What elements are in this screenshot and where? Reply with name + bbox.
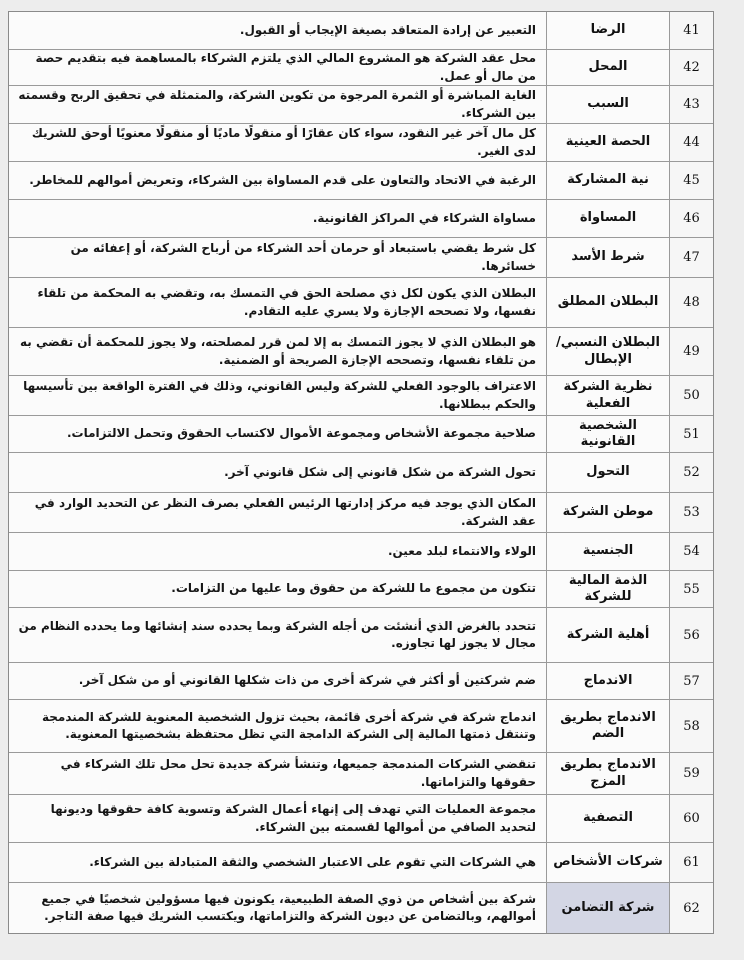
- row-number: 48: [669, 278, 713, 327]
- table-row: [9, 162, 713, 200]
- definition-cell: هو البطلان الذي لا يجوز التمسك به إلا لمن قرر لمصلحته، ولا يجوز للمحكمة أن تقضي به من تلقاء نفسها، وتصححه الإجازة الصريحة أو الضمنية.: [9, 328, 546, 375]
- row-number: 53: [669, 493, 713, 532]
- term-cell: السبب: [546, 86, 669, 123]
- definition-cell: محل عقد الشركة هو المشروع المالي الذي يلتزم الشركاء بالمساهمة فيه بتقديم حصة من مال أو عمل.: [9, 50, 546, 85]
- row-number: 62: [669, 883, 713, 933]
- table-row: [9, 753, 713, 795]
- table-row: [9, 238, 713, 278]
- row-number: 45: [669, 162, 713, 199]
- term-cell: الجنسية: [546, 533, 669, 570]
- row-number: 58: [669, 700, 713, 752]
- term-cell: البطلان النسبي/ الإبطال: [546, 328, 669, 375]
- definition-cell: تتكون من مجموع ما للشركة من حقوق وما عليها من التزامات.: [9, 571, 546, 607]
- table-row: [9, 843, 713, 883]
- row-number: 60: [669, 795, 713, 842]
- definition-cell: تتحدد بالغرض الذي أنشئت من أجله الشركة وبما يحدده سند إنشائها وما يحدده النظام من مجال لا يجوز لها تجاوزه.: [9, 608, 546, 662]
- table-row: [9, 453, 713, 493]
- definition-cell: هي الشركات التي تقوم على الاعتبار الشخصي والثقة المتبادلة بين الشركاء.: [9, 843, 546, 882]
- row-number: 49: [669, 328, 713, 375]
- definition-cell: تنقضي الشركات المندمجة جميعها، وتنشأ شركة جديدة تحل محل تلك الشركاء في حقوقها والتزاماتها.: [9, 753, 546, 794]
- definition-cell: كل شرط يقضي باستبعاد أو حرمان أحد الشركاء من أرباح الشركة، أو إعفائه من خسائرها.: [9, 238, 546, 277]
- definition-cell: التعبير عن إرادة المتعاقد بصيغة الإيجاب أو القبول.: [9, 12, 546, 49]
- term-cell: البطلان المطلق: [546, 278, 669, 327]
- term-cell: التحول: [546, 453, 669, 492]
- definition-cell: تحول الشركة من شكل قانوني إلى شكل قانوني آخر.: [9, 453, 546, 492]
- definition-cell: الاعتراف بالوجود الفعلي للشركة وليس القانوني، وذلك في الفترة الواقعة بين تأسيسها والحكم ببطلانها.: [9, 376, 546, 415]
- glossary-table: [8, 11, 714, 934]
- row-number: 61: [669, 843, 713, 882]
- table-row: [9, 124, 713, 162]
- term-cell: أهلية الشركة: [546, 608, 669, 662]
- table-row: [9, 795, 713, 843]
- table-row: [9, 700, 713, 753]
- row-number: 54: [669, 533, 713, 570]
- row-number: 52: [669, 453, 713, 492]
- term-cell: الذمة المالية للشركة: [546, 571, 669, 607]
- row-number: 59: [669, 753, 713, 794]
- table-row: [9, 533, 713, 571]
- row-number: 46: [669, 200, 713, 237]
- row-number: 47: [669, 238, 713, 277]
- table-row: [9, 328, 713, 376]
- table-row: [9, 12, 713, 50]
- term-cell: موطن الشركة: [546, 493, 669, 532]
- term-cell: نظرية الشركة الفعلية: [546, 376, 669, 415]
- row-number: 51: [669, 416, 713, 452]
- row-number: 56: [669, 608, 713, 662]
- table-row: [9, 883, 713, 933]
- table-row: [9, 571, 713, 608]
- definition-cell: المكان الذي يوجد فيه مركز إدارتها الرئيس الفعلي بصرف النظر عن التحديد الوارد في عقد الشركة.: [9, 493, 546, 532]
- table-row: [9, 663, 713, 700]
- term-cell: الرضا: [546, 12, 669, 49]
- definition-cell: الولاء والانتماء لبلد معين.: [9, 533, 546, 570]
- row-number: 44: [669, 124, 713, 161]
- term-cell: التصفية: [546, 795, 669, 842]
- definition-cell: شركة بين أشخاص من ذوي الصفة الطبيعية، يكونون فيها مسؤولين شخصيًا في جميع أموالهم، وبالتضامن عن ديون الشركة والتزاماتها، ويكتسب الشريك فيها صفة التاجر.: [9, 883, 546, 933]
- term-cell: الحصة العينية: [546, 124, 669, 161]
- table-row: [9, 376, 713, 416]
- definition-cell: الرغبة في الاتحاد والتعاون على قدم المساواة بين الشركاء، وتعريض أموالهم للمخاطر.: [9, 162, 546, 199]
- row-number: 50: [669, 376, 713, 415]
- table-row: [9, 493, 713, 533]
- definition-cell: مساواة الشركاء في المراكز القانونية.: [9, 200, 546, 237]
- table-row: [9, 608, 713, 663]
- table-row: [9, 416, 713, 453]
- term-cell: شرط الأسد: [546, 238, 669, 277]
- term-cell: المحل: [546, 50, 669, 85]
- row-number: 55: [669, 571, 713, 607]
- table-row: [9, 278, 713, 328]
- definition-cell: الغاية المباشرة أو الثمرة المرجوة من تكوين الشركة، والمتمثلة في تحقيق الربح وقسمته بين الشركاء.: [9, 86, 546, 123]
- term-cell: الاندماج: [546, 663, 669, 699]
- term-cell: المساواة: [546, 200, 669, 237]
- term-cell: شركات الأشخاص: [546, 843, 669, 882]
- row-number: 41: [669, 12, 713, 49]
- definition-cell: البطلان الذي يكون لكل ذي مصلحة الحق في التمسك به، وتقضي به المحكمة من تلقاء نفسها، ولا تصححه الإجازة ولا يسري عليه التقادم.: [9, 278, 546, 327]
- definition-cell: كل مال آخر غير النقود، سواء كان عقارًا أو منقولًا ماديًا أو منقولًا معنويًا أوحق للشريك لدى الغير.: [9, 124, 546, 161]
- row-number: 42: [669, 50, 713, 85]
- definition-cell: ضم شركتين أو أكثر في شركة أخرى من ذات شكلها القانوني أو من شكل آخر.: [9, 663, 546, 699]
- definition-cell: مجموعة العمليات التي تهدف إلى إنهاء أعمال الشركة وتسوية كافة حقوقها وديونها لتحديد الصافي من أموالها لقسمته بين الشركاء.: [9, 795, 546, 842]
- row-number: 57: [669, 663, 713, 699]
- term-cell: الاندماج بطريق المزج: [546, 753, 669, 794]
- row-number: 43: [669, 86, 713, 123]
- definition-cell: صلاحية مجموعة الأشخاص ومجموعة الأموال لاكتساب الحقوق وتحمل الالتزامات.: [9, 416, 546, 452]
- term-cell: الاندماج بطريق الضم: [546, 700, 669, 752]
- term-cell: نية المشاركة: [546, 162, 669, 199]
- table-row: [9, 200, 713, 238]
- table-row: [9, 50, 713, 86]
- definition-cell: اندماج شركة في شركة أخرى قائمة، بحيث تزول الشخصية المعنوية للشركة المندمجة وتنتقل ذمتها المالية إلى الشركة الدامجة التي تظل محتفظة بشخصيتها المعنوية.: [9, 700, 546, 752]
- table-row: [9, 86, 713, 124]
- term-cell: الشخصية القانونية: [546, 416, 669, 452]
- term-cell-highlighted: شركة التضامن: [546, 883, 669, 933]
